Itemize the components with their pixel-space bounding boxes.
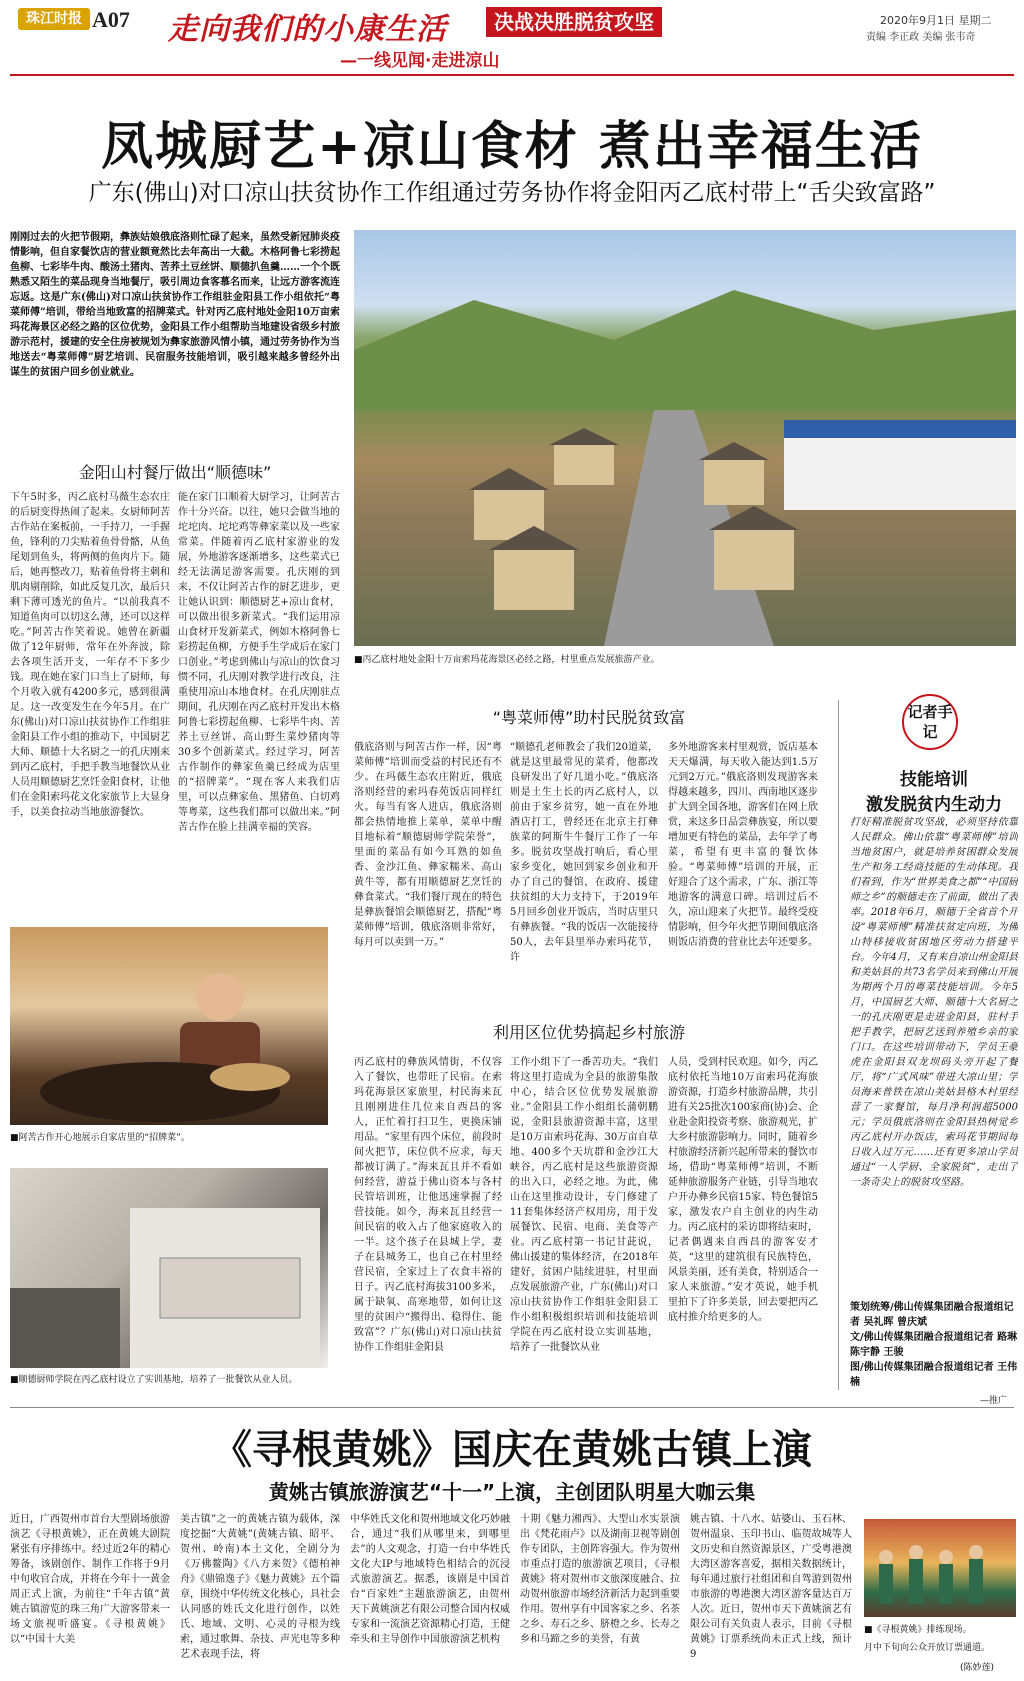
photo-village-aerial bbox=[354, 230, 1016, 646]
headline: 凤城厨艺+凉山食材 煮出幸福生活 bbox=[101, 117, 923, 177]
article2-author: (陈妙莲) bbox=[960, 1663, 995, 1673]
section3-col3: 人员，受到村民欢迎。如今，丙乙底村依托当地10万亩索玛花海旅游资源，打造乡村旅游品牌，共引进有关25批次100家商(协)会、企业赴金阳投资考察、旅游观光，扩大乡村旅游影响力。同时，随着乡村旅游经济新兴起所带来的餐饮市场，借助“粤菜师傅”培训，不断延伸旅游服务产业链，引导当地农户开办彝乡民宿15家、特色餐馆5家，激发农户自主创业的内生动力。丙乙底村的采访即将结束时，记者偶遇来自西昌的游客安才英，“这里的建筑很有民族特色，风景美丽，还有美食，特别适合一家人来旅游。”安才英说，她手机里拍下了许多美景，回去要把丙乙底村推介给更多的人。 bbox=[668, 1057, 818, 1323]
subheadline-2: 黄姚古镇旅游演艺“十一”上演，主创团队明星大咖云集 bbox=[268, 1480, 756, 1504]
headline-2: 《寻根黄姚》国庆在黄姚古镇上演 bbox=[212, 1427, 812, 1473]
sidebar-body: 打好精准脱贫攻坚战，必须坚持依靠人民群众。佛山依靠“粤菜师傅”培训当地贫困户，就是培养贫困群众发展生产和务工经商技能的生动体现。我们看到，作为“世界美食之都”“中国厨师之乡”的顺德走在了前面，做出了表率。2018年6月，顺德于全省首个开设“粤菜师傅”精准扶贫定向班，为佛山特移接收贫困地区劳动力搭建平台。今年4月，又有来自凉山州金阳县和美姑县的共73名学员来到佛山开展为期两个月的粤菜技能培训。今年5月，中国厨艺大师、顺德十大名厨之一的孔庆刚更是走进金阳县，驻村手把手教学，把厨艺送到养殖乡亲的家门口。在这些培训带动下，学员王豪虎在金阳县双龙坝码头旁开起了餐厅，将“广式风味”带进大凉山里；学员海来普铁在凉山美姑县格木村里经营了一家餐馆，每月净利润超5000元；学员俄底洛则在金阳县热树觉乡丙乙底村开办饭店，索玛花节期间每日收入过万元……还有更多凉山学员通过“一人学厨、全家脱贫”，走出了一条奇尖上的脱贫攻坚路。 bbox=[850, 817, 1018, 1188]
reporter-notes-badge: 记者手记 bbox=[902, 694, 958, 750]
photo-rehearsal-caption: ■《寻根黄姚》排练现场。 bbox=[864, 1625, 972, 1635]
article2-col1: 近日，广西贺州市首台大型剧场旅游演艺《寻根黄姚》，正在黄姚大剧院紧张有序排练中。经过近2年的精心筹备，该剧创作、制作工作将于9月中旬收官合成，并将在今年十一黄金周正式上演，为前往“千年古镇”黄姚古镇游览的珠三角广大游客带来一场文旅视听盛宴。《寻根黄姚》以“中国十大美 bbox=[10, 1514, 170, 1645]
section-heading-3: 利用区位优势搞起乡村旅游 bbox=[492, 1023, 685, 1042]
editor-credits: 责编 李正政 美编 张韦奇 bbox=[866, 32, 976, 43]
section3-col1: 丙乙底村的彝族风情街，不仅容入了餐饮，也带旺了民宿。在索玛花海景区家旅里，村民海来瓦且刚刚进住几位来自西昌的客人，正忙着打扫卫生，更换床铺用品。“家里有四个床位，前段时间火把节，床位供不应求，每天都被订满了。”海来瓦且并不看如何经营，游益于佛山资本与各村民管培训班，让他迅速掌握了经营技能。如今，海来瓦且经营一间民宿的收入占了他家庭收入的一半。这个孩子在县城上学，妻子在县城务工，也自己在村里经营民宿，全家过上了衣食丰裕的日子。丙乙底村海拔3100多米，属于缺氧、高寒地带，如何让这里的贫困户“搬得出、稳得住、能致富”？广东(佛山)对口凉山扶贫协作工作组驻金阳县 bbox=[354, 1057, 502, 1353]
photo-rehearsal bbox=[864, 1519, 1016, 1617]
photo-main-caption: ■丙乙底村地处金阳十万亩索玛花海景区必经之路，村里重点发展旅游产业。 bbox=[354, 655, 660, 665]
section-rule bbox=[10, 1407, 1014, 1408]
section-heading-1: 金阳山村餐厅做出“顺德味” bbox=[78, 463, 272, 482]
article2-tail: 月中下旬向公众开放订票通道。 bbox=[864, 1643, 991, 1653]
section2-col3: 多外地游客来村里观赏，饭店基本天天爆满，每天收入能达到1.5万元到2万元。”俄底洛则发现游客来得越来越多，四川、西南地区逐步扩大到全国各地，游客们在网上欣赏，来这多日品尝彝族宴，所以要增加更有特色的菜品，去年学了粤菜，希望有更丰富的餐饮体验。“粤菜师傅”培训的开展，正好迎合了这个需求，广东、浙江等地游客的满意口碑。培训过后不久，凉山迎来了火把节。最终受疫情影响，但今年火把节期间俄底洛则饭店消费的营业比去年还要多。 bbox=[668, 742, 818, 948]
page-header bbox=[0, 0, 1024, 71]
section-heading-2: “粤菜师傅”助村民脱贫致富 bbox=[492, 708, 686, 727]
article2-col4: 十期《魅力湘西》、大型山水实景演出《梵花雨卢》以及湖南卫视等剧创作专团队，主创阵容强大。作为贺州市重点打造的旅游演艺项目，《寻根黄姚》将对贺州市文旅深度融合、拉动贺州旅游市场经济新活力起到重要作用。贺州享有中国客家之乡、名茶之乡、寿石之乡、脐橙之乡、长寿之乡和马蹄之乡的美誉，有黄 bbox=[520, 1514, 680, 1645]
issue-date: 2020年9月1日 星期二 bbox=[880, 14, 992, 27]
subheadline: 广东(佛山)对口凉山扶贫协作工作组通过劳务协作将金阳丙乙底村带上“舌尖致富路” bbox=[88, 180, 936, 206]
section2-col1: 俄底洛则与阿苦古作一样，因“粤菜师傅”培训而受益的村民还有不少。在玛薇生态农庄附近，俄底洛则经营的索玛春苑饭店同样红火。每当有客人进店，俄底洛则都会热情地推上菜单，菜单中醒目地标着“顺德厨师学院荣誉”，里面的菜品有如今耳熟的如鱼香、金沙江鱼、彝家糯米、高山黄牛等，都有用顺德厨艺烹饪的彝食菜式。“我们餐厅现在的特色是彝族餐馆会顺德厨艺，搭配“粤菜师傅”培训，俄底洛则非常好，每月可以卖到一万。” bbox=[354, 742, 502, 948]
section1-col1: 下午5时多，丙乙底村马薇生态农庄的后厨变得热闹了起来。女厨师阿苦古作站在案板前，一手持刀，一手握鱼，锋利的刀尖贴着鱼骨骨骼，从鱼尾划到鱼头，将两侧的鱼肉片下。随后，她再整改刀，贴着鱼骨将主刺和肌肉剔削除，如此反复几次，最后只剩下薄可透光的鱼片。“以前我真不知道鱼肉可以切这么薄，还可以这样吃。”阿苦古作笑着说。她曾在新疆做了12年厨师，常年在外奔波，除去各项生活开支，一年存不下多少钱。现在她在家门口当上了厨师，每个月收入就有4200多元，感到很满足。这一改变发生在今年5月。在广东(佛山)对口凉山扶贫协作工作组驻金阳县工作小组的推动下，中国厨艺大师、顺德十大名厨之一的孔庆刚来到丙乙底村，手把手教当地餐饮从业人员用顺德厨艺烹饪金阳食材，让他们在金阳索玛花文化家旅节上大显身手，以美食拉动当地旅游餐饮。 bbox=[10, 492, 170, 818]
column-banner-box: 决战决胜脱贫攻坚 bbox=[486, 7, 662, 37]
header-rule bbox=[10, 74, 1014, 76]
section2-col2: “顺德孔老师教会了我们20道菜，就是这里最常见的菜肴，他都改良研发出了好几道小吃。”俄底洛则是土生土长的丙乙底村人，以前由于家乡贫穷，她一直在外地酒店打工，曾经还在北京主打彝族菜的阿斯牛牛餐厅工作了一年多。脱贫攻坚战打响后，看心里家乡变化，她回到家乡创业和开办了自己的餐馆，在政府、援建扶贫组的大力支持下，于2019年5月回乡创业开饭店，当时店里只有彝族餐。“我的饭店一次能接待50人，去年县里举办索玛花节，许 bbox=[510, 742, 658, 963]
sidebar-divider bbox=[838, 700, 839, 1390]
page-number: A07 bbox=[92, 7, 130, 32]
newspaper-logo: 珠江时报 bbox=[18, 8, 90, 30]
column-banner: 走向我们的小康生活 bbox=[168, 12, 447, 47]
article2-col2: 美古镇”之一的黄姚古镇为载体，深度挖掘“大黄姚”(黄姚古镇、昭平、贺州、岭南)本土文化，全剧分为《万佛鳌陶》《八方来贺》《德柏神舟》《鼎锦逸子》《魅力黄姚》五个篇章，围绕中华传统文化核心，具社会认同感的姓氏文化进行创作，以姓氏、地域、文明、心灵的寻根为线索，通过歌舞、杂技、声光电等多种艺术表现手法，将 bbox=[180, 1514, 340, 1660]
article-intro: 刚刚过去的火把节假期，彝族姑娘俄底洛则忙碌了起来，虽然受新冠肺炎疫情影响，但自家餐饮店的营业额竟然比去年高出一大截。木格阿鲁七彩捞起鱼柳、七彩毕牛肉、酸汤土猪肉、苦荞土豆丝饼、顺德扒鱼羹……一个个既熟悉又陌生的菜品现身当地餐厅，吸引周边食客慕名而来，让远方游客流连忘返。这是广东(佛山)对口凉山扶贫协作工作组驻金阳县工作小组依托“粤菜师傅”培训，带给当地致富的招牌菜式。针对丙乙底村地处金阳10万亩索玛花海景区必经之路的区位优势，金阳县工作小组帮助当地建设省级乡村旅游示范村，援建的安全住房被规划为彝家旅游风情小镇，通过劳务协作为当地送去“粤菜师傅”厨艺培训、民宿服务技能培训，吸引越来越多曾经外出谋生的贫困户回乡创业就业。 bbox=[10, 232, 340, 378]
photo-school-caption: ■顺德厨师学院在丙乙底村设立了实训基地，培养了一批餐饮从业人员。 bbox=[10, 1375, 298, 1385]
column-subbanner: —一线见闻·走进凉山 bbox=[340, 51, 500, 71]
sidebar-heading: 技能培训 激发脱贫内生动力 bbox=[866, 770, 1002, 815]
photo-chef-dish bbox=[10, 927, 328, 1125]
village-illustration bbox=[354, 230, 1016, 646]
promo-tag: —推广 bbox=[980, 1396, 1008, 1406]
credits: 策划统筹/佛山传媒集团融合报道组记者 吴礼晖 曾庆斌 文/佛山传媒集团融合报道组记者 路琳 陈宇静 王骏 图/佛山传媒集团融合报道组记者 王伟楠 bbox=[850, 1302, 1018, 1388]
photo-training-base bbox=[10, 1168, 328, 1368]
article2-col5: 姚古镇、十八水、姑婆山、玉石林、贺州温泉、玉印书山、临贺故城等人文历史和自然资源景区，广受粤港澳大湾区游客喜爱，据相关数据统计，每年通过旅行社组团和自驾游到贺州市旅游的粤港澳大湾区游客量达百万人次。近日，贺州市天下黄姚演艺有限公司有关负责人表示，目前《寻根黄姚》订票系统尚未正式上线，预计9 bbox=[690, 1514, 852, 1660]
photo-chef-caption: ■阿苦古作开心地展示自家店里的“招牌菜”。 bbox=[10, 1133, 190, 1143]
section1-col2: 能在家门口顺着大厨学习，让阿苦古作十分兴奋。以往，她只会做当地的坨坨肉、坨坨鸡等彝家菜以及一些家常菜。伴随着丙乙底村家游业的发展，外地游客逐渐增多，这些菜式已经无法满足游客需要。孔庆刚的到来，不仅让阿苦古作的厨艺进步，更让她认识到：顺德厨艺+凉山食材，可以做出很多新菜式。“我们运用凉山食材开发新菜式，例如木格阿鲁七彩捞起鱼柳，方便手生学成后在家门口创业。”考虑到佛山与凉山的饮食习惯不同，孔庆刚对教学进行改良，注重使用凉山本地食材。在孔庆刚驻点期间，孔庆刚在丙乙底村开发出木格阿鲁七彩捞起鱼柳、七彩毕牛肉、苦荞土豆丝饼、高山野生菜炒猪肉等30多个创新菜式。经过学习，阿苦古作制作的彝家鱼羹已经成为店里的“招牌菜”。“现在客人来我们店里，可以点彝家鱼、黑猪鱼、白切鸡等粤菜，这些我们都可以做出来。”阿苦古作在脸上挂满幸福的笑容。 bbox=[178, 492, 340, 833]
section3-col2: 工作小组下了一番苦功夫。“我们将这里打造成为全县的旅游集散中心，结合区位优势发展旅游业。”金阳县工作小组组长蒲朝鹏说，金阳县旅游资源丰富，这里是10万亩索玛花海、30万亩自草地、400多个天坑群和金沙江大峡谷，丙乙底村是这些旅游资源的出入口，必经之地。为此，佛山在这里推动设计，专门修建了11套集体经济产权用房，用于发展餐饮、民宿、电商、美食等产业。丙乙底村第一书记甘茈说，佛山援建的集体经济，在2018年建好，贫困户陆续进驻，村里面点发展旅游产业，广东(佛山)对口凉山扶贫协作工作组驻金阳县工作小组积极组织培训和技能培训学院在丙乙底村设立实训基地，培养了一批餐饮从业 bbox=[510, 1057, 658, 1353]
article2-col3: 中华姓氏文化和贺州地域文化巧妙融合，通过“我们从哪里来，到哪里去”的人文观念，打造一台中华姓氏文化大IP与地域特色相结合的沉浸式旅游演艺。据悉，该剧是中国首台“百家姓”主题旅游演艺，由贺州天下黄姚演艺有限公司整合国内权威专家和一流演艺资源精心打造，王健牵头和主导创作中国旅游演艺机构 bbox=[350, 1514, 510, 1645]
